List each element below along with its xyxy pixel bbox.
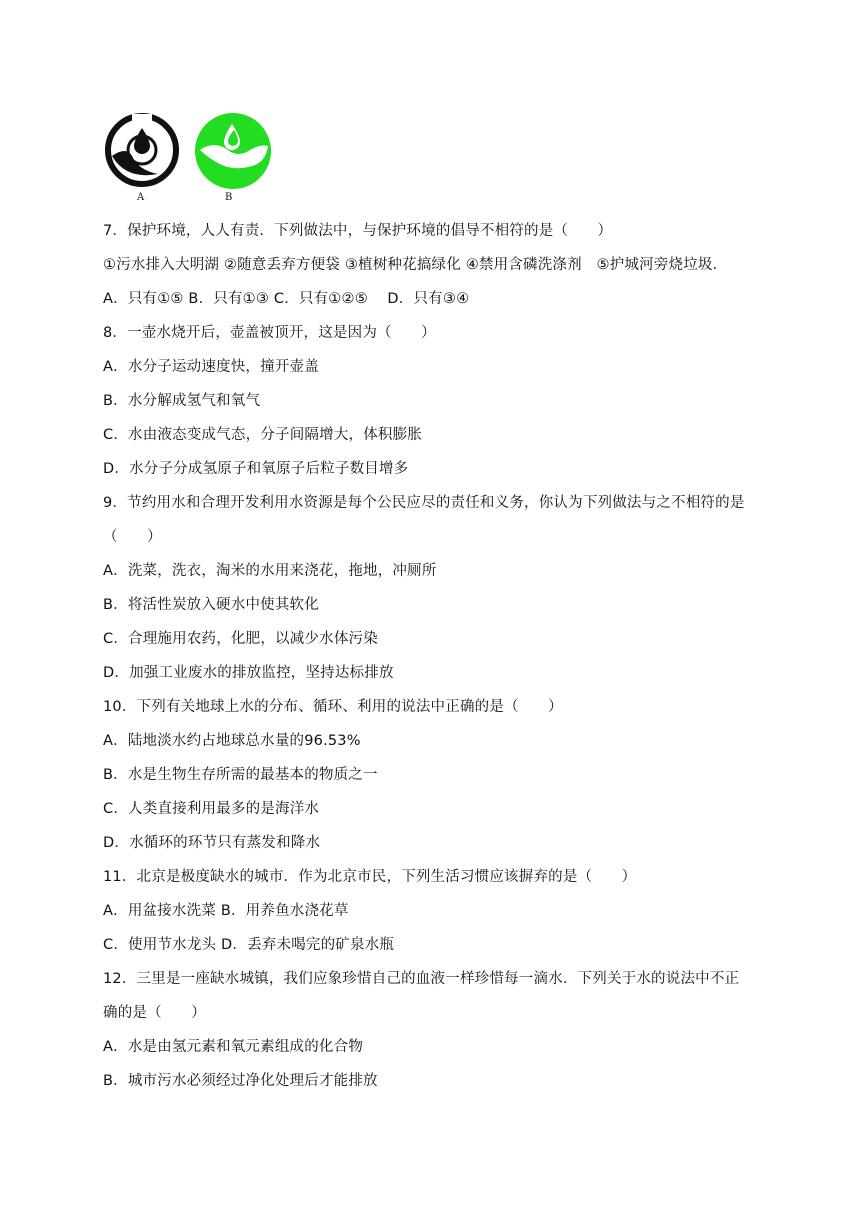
question-7-items: ①污水排入大明湖 ②随意丢弃方便袋 ③植树种花搞绿化 ④禁用含磷洗涤剂 ⑤护城河旁烧垃圾． bbox=[103, 257, 728, 273]
question-10-stem: 10．下列有关地球上水的分布、循环、利用的说法中正确的是（ ） bbox=[103, 699, 563, 715]
water-saving-logo-b bbox=[192, 110, 274, 192]
question-11-options-ab: A．用盆接水洗菜 B．用养鱼水浇花草 bbox=[103, 903, 349, 919]
question-10-option-b: B．水是生物生存所需的最基本的物质之一 bbox=[103, 767, 378, 783]
question-8-option-a: A．水分子运动速度快，撞开壶盖 bbox=[103, 359, 319, 375]
question-10-option-a: A．陆地淡水约占地球总水量的96.53% bbox=[103, 733, 361, 749]
question-7-options: A．只有①⑤ B．只有①③ C．只有①②⑤ D．只有③④ bbox=[103, 291, 470, 307]
question-12-stem: 12．三里是一座缺水城镇，我们应象珍惜自己的血液一样珍惜每一滴水．下列关于水的说法中不正 bbox=[103, 971, 740, 987]
question-8-option-b: B．水分解成氢气和氧气 bbox=[103, 393, 261, 409]
logo-figure bbox=[100, 110, 280, 210]
question-10-option-c: C．人类直接利用最多的是海洋水 bbox=[103, 801, 320, 817]
water-saving-logo-a bbox=[102, 110, 182, 190]
logo-b-label: B bbox=[225, 192, 233, 203]
question-8-option-c: C．水由液态变成气态，分子间隔增大，体积膨胀 bbox=[103, 427, 423, 443]
question-11-options-cd: C．使用节水龙头 D．丢弃未喝完的矿泉水瓶 bbox=[103, 937, 395, 953]
question-8-stem: 8．一壶水烧开后，壶盖被顶开，这是因为（ ） bbox=[103, 325, 436, 341]
question-9-stem: 9．节约用水和合理开发利用水资源是每个公民应尽的责任和义务，你认为下列做法与之不相符的是 bbox=[103, 495, 745, 511]
question-9-stem-cont: （ ） bbox=[103, 529, 162, 545]
question-12-stem-cont: 确的是（ ） bbox=[103, 1005, 206, 1021]
question-12-option-a: A．水是由氢元素和氧元素组成的化合物 bbox=[103, 1039, 364, 1055]
question-12-option-b: B．城市污水必须经过净化处理后才能排放 bbox=[103, 1073, 378, 1089]
question-7-stem: 7．保护环境，人人有责．下列做法中，与保护环境的倡导不相符的是（ ） bbox=[103, 223, 613, 239]
question-9-option-d: D．加强工业废水的排放监控，坚持达标排放 bbox=[103, 665, 394, 681]
question-8-option-d: D．水分子分成氢原子和氧原子后粒子数目增多 bbox=[103, 461, 409, 477]
question-11-stem: 11．北京是极度缺水的城市．作为北京市民，下列生活习惯应该摒弃的是（ ） bbox=[103, 869, 637, 885]
logo-a-label: A bbox=[137, 192, 145, 203]
question-9-option-a: A．洗菜，洗衣，淘米的水用来浇花，拖地，冲厕所 bbox=[103, 563, 437, 579]
question-9-option-c: C．合理施用农药，化肥，以减少水体污染 bbox=[103, 631, 378, 647]
question-10-option-d: D．水循环的环节只有蒸发和降水 bbox=[103, 835, 321, 851]
question-9-option-b: B．将活性炭放入硬水中使其软化 bbox=[103, 597, 319, 613]
